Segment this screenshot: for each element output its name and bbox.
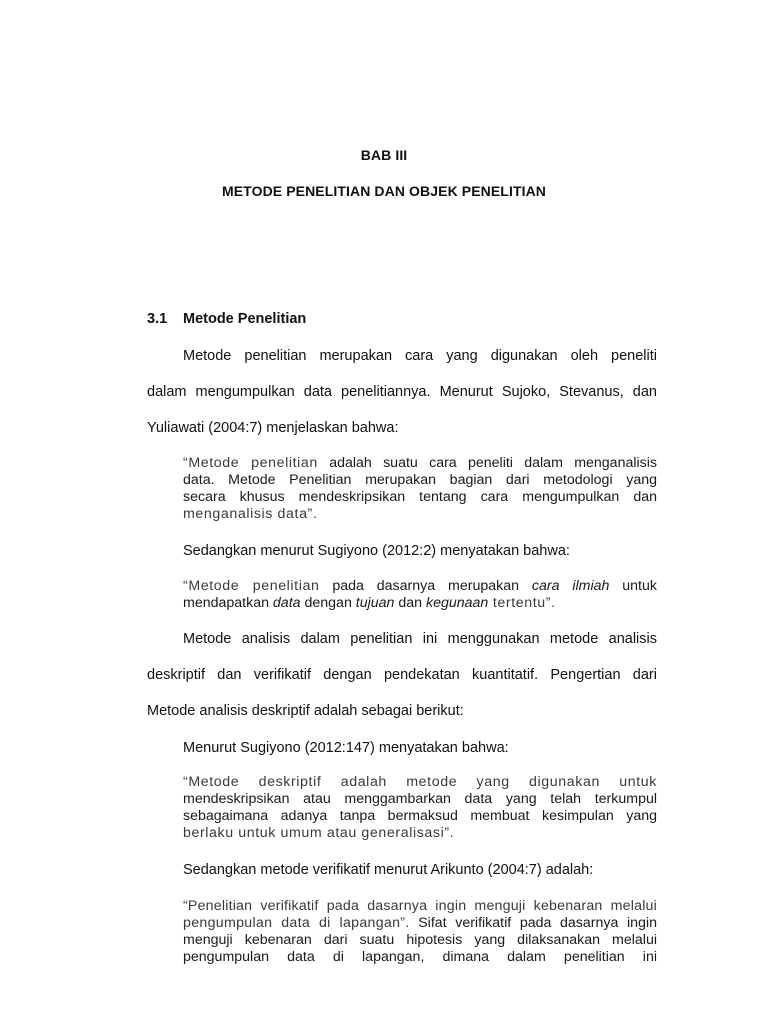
intro-sugiyono-2012-2: Sedangkan menurut Sugiyono (2012:2) menyatakan bahwa: <box>183 543 570 559</box>
quote-3-line-1: “Metode deskriptif adalah metode yang digunakan untuk <box>183 774 657 790</box>
intro-sugiyono-2012-147: Menurut Sugiyono (2012:147) menyatakan bahwa: <box>183 740 509 756</box>
quote-2-line-1: “Metode penelitian pada dasarnya merupakan cara ilmiah untuk <box>183 578 657 594</box>
paragraph-1-line-3: Yuliawati (2004:7) menjelaskan bahwa: <box>147 420 399 436</box>
section-heading <box>147 311 306 327</box>
quote-1-line-2: data. Metode Penelitian merupakan bagian dari metodologi yang <box>183 472 657 488</box>
chapter-label: BAB III <box>360 147 408 163</box>
paragraph-1-line-1: Metode penelitian merupakan cara yang digunakan oleh peneliti <box>183 348 657 364</box>
paragraph-2-line-1: Metode analisis dalam penelitian ini menggunakan metode analisis <box>183 631 657 647</box>
quote-4-line-1: “Penelitian verifikatif pada dasarnya ingin menguji kebenaran melalui <box>183 898 657 914</box>
quote-3-line-3: sebagaimana adanya tanpa bermaksud membuat kesimpulan yang <box>183 808 657 824</box>
quote-4-line-4: pengumpulan data di lapangan, dimana dalam penelitian ini <box>183 949 657 965</box>
section-number: 3.1 <box>147 311 168 327</box>
quote-4-line-2: pengumpulan data di lapangan”. Sifat verifikatif pada dasarnya ingin <box>183 915 657 931</box>
paragraph-1-line-2: dalam mengumpulkan data penelitiannya. Menurut Sujoko, Stevanus, dan <box>147 384 657 400</box>
paragraph-2-line-3: Metode analisis deskriptif adalah sebagai berikut: <box>147 703 464 719</box>
quote-1-line-3: secara khusus mendeskripsikan tentang cara mengumpulkan dan <box>183 489 657 505</box>
intro-arikunto-2004-7: Sedangkan metode verifikatif menurut Arikunto (2004:7) adalah: <box>183 862 594 878</box>
quote-1-line-1: “Metode penelitian adalah suatu cara peneliti dalam menganalisis <box>183 455 657 471</box>
section-title: Metode Penelitian <box>183 311 307 327</box>
chapter-title: METODE PENELITIAN DAN OBJEK PENELITIAN <box>221 183 546 199</box>
quote-1-line-4: menganalisis data”. <box>183 506 318 522</box>
quote-4-line-3: menguji kebenaran dari suatu hipotesis yang dilaksanakan melalui <box>183 932 657 948</box>
quote-2-line-2: mendapatkan data dengan tujuan dan kegunaan tertentu”. <box>183 595 556 611</box>
quote-3-line-4: berlaku untuk umum atau generalisasi”. <box>183 825 455 841</box>
quote-3-line-2: mendeskripsikan atau menggambarkan data yang telah terkumpul <box>183 791 657 807</box>
paragraph-2-line-2: deskriptif dan verifikatif dengan pendekatan kuantitatif. Pengertian dari <box>147 667 657 683</box>
